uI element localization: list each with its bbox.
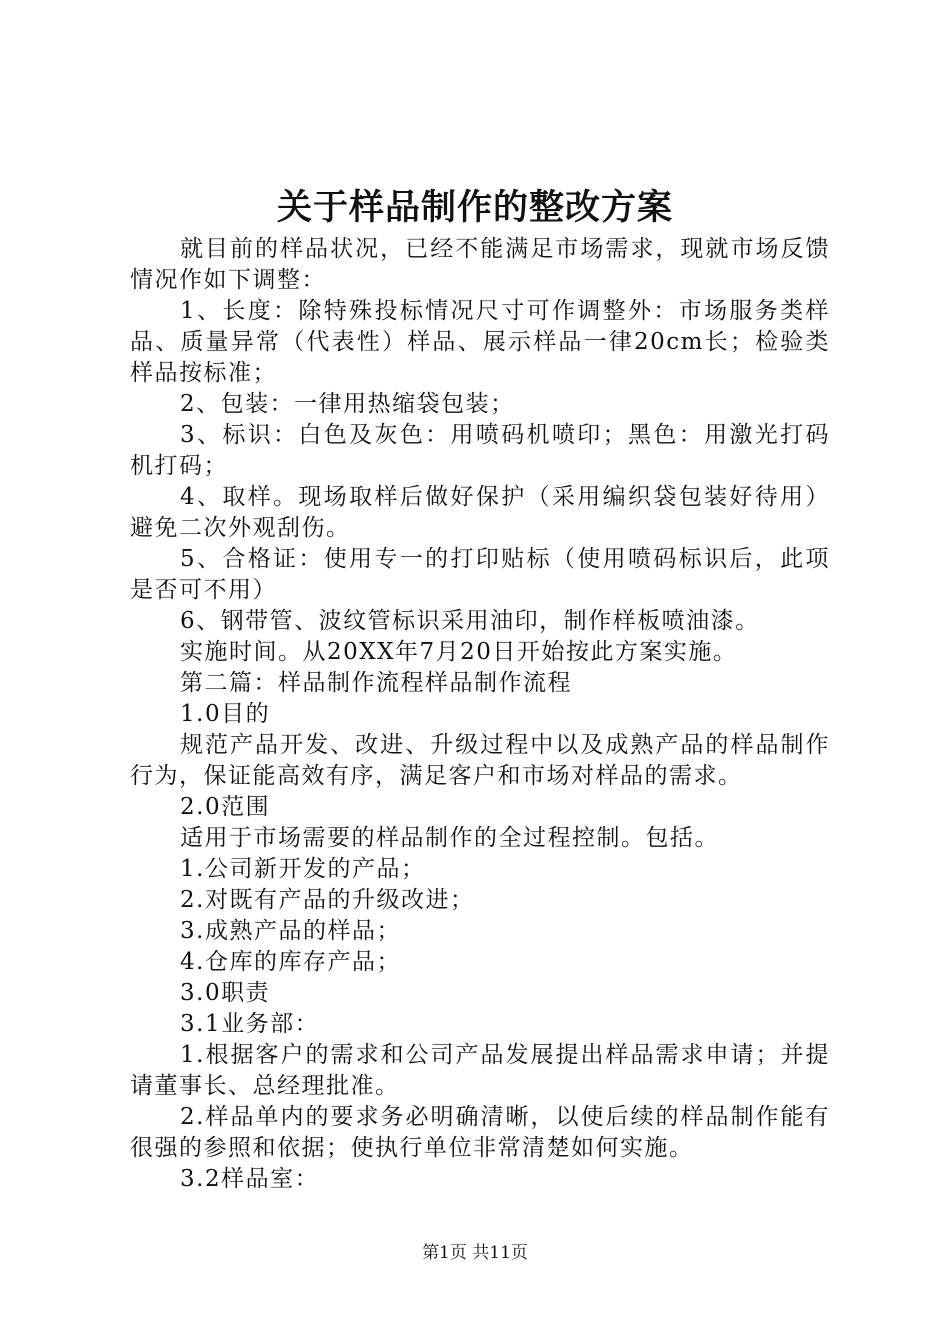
list-item: 3.成熟产品的样品； <box>180 918 401 944</box>
paragraph: 6、钢带管、波纹管标识采用油印，制作样板喷油漆。 <box>180 608 760 634</box>
paragraph: 5、合格证：使用专一的打印贴标（使用喷码标识后，此项是否可不用） <box>130 546 830 603</box>
section-heading: 2.0范围 <box>180 794 271 820</box>
page-footer: 第1页 共11页 <box>422 1243 528 1263</box>
paragraph: 3、标识：白色及灰色：用喷码机喷印；黑色：用激光打码机打码； <box>130 422 830 479</box>
subsection-heading: 3.2样品室： <box>180 1166 320 1192</box>
paragraph: 适用于市场需要的样品制作的全过程控制。包括。 <box>180 825 719 851</box>
document-title: 关于样品制作的整改方案 <box>276 187 673 228</box>
paragraph: 1、长度：除特殊投标情况尺寸可作调整外：市场服务类样品、质量异常（代表性）样品、展示样品一律20cm长；检验类样品按标准； <box>130 298 830 386</box>
paragraph: 2、包装：一律用热缩袋包装； <box>180 391 515 417</box>
paragraph: 就目前的样品状况，已经不能满足市场需求，现就市场反馈情况作如下调整： <box>130 236 830 293</box>
list-item: 1.公司新开发的产品； <box>180 856 426 882</box>
section-heading: 1.0目的 <box>180 701 271 727</box>
list-item: 4.仓库的库存产品； <box>180 949 401 975</box>
section-heading: 3.0职责 <box>180 980 271 1006</box>
document-body <box>130 234 830 1195</box>
paragraph: 4、取样。现场取样后做好保护（采用编织袋包装好待用）避免二次外观刮伤。 <box>130 484 830 541</box>
paragraph: 第二篇：样品制作流程样品制作流程 <box>180 670 572 696</box>
paragraph: 规范产品开发、改进、升级过程中以及成熟产品的样品制作行为，保证能高效有序，满足客户和市场对样品的需求。 <box>130 732 830 789</box>
subsection-heading: 3.1业务部： <box>180 1011 320 1037</box>
paragraph: 实施时间。从20XX年7月20日开始按此方案实施。 <box>180 639 738 665</box>
paragraph: 2.样品单内的要求务必明确清晰，以使后续的样品制作能有很强的参照和依据；使执行单位非常清楚如何实施。 <box>130 1104 830 1161</box>
list-item: 2.对既有产品的升级改进； <box>180 887 475 913</box>
paragraph: 1.根据客户的需求和公司产品发展提出样品需求申请；并提请董事长、总经理批准。 <box>130 1042 830 1099</box>
